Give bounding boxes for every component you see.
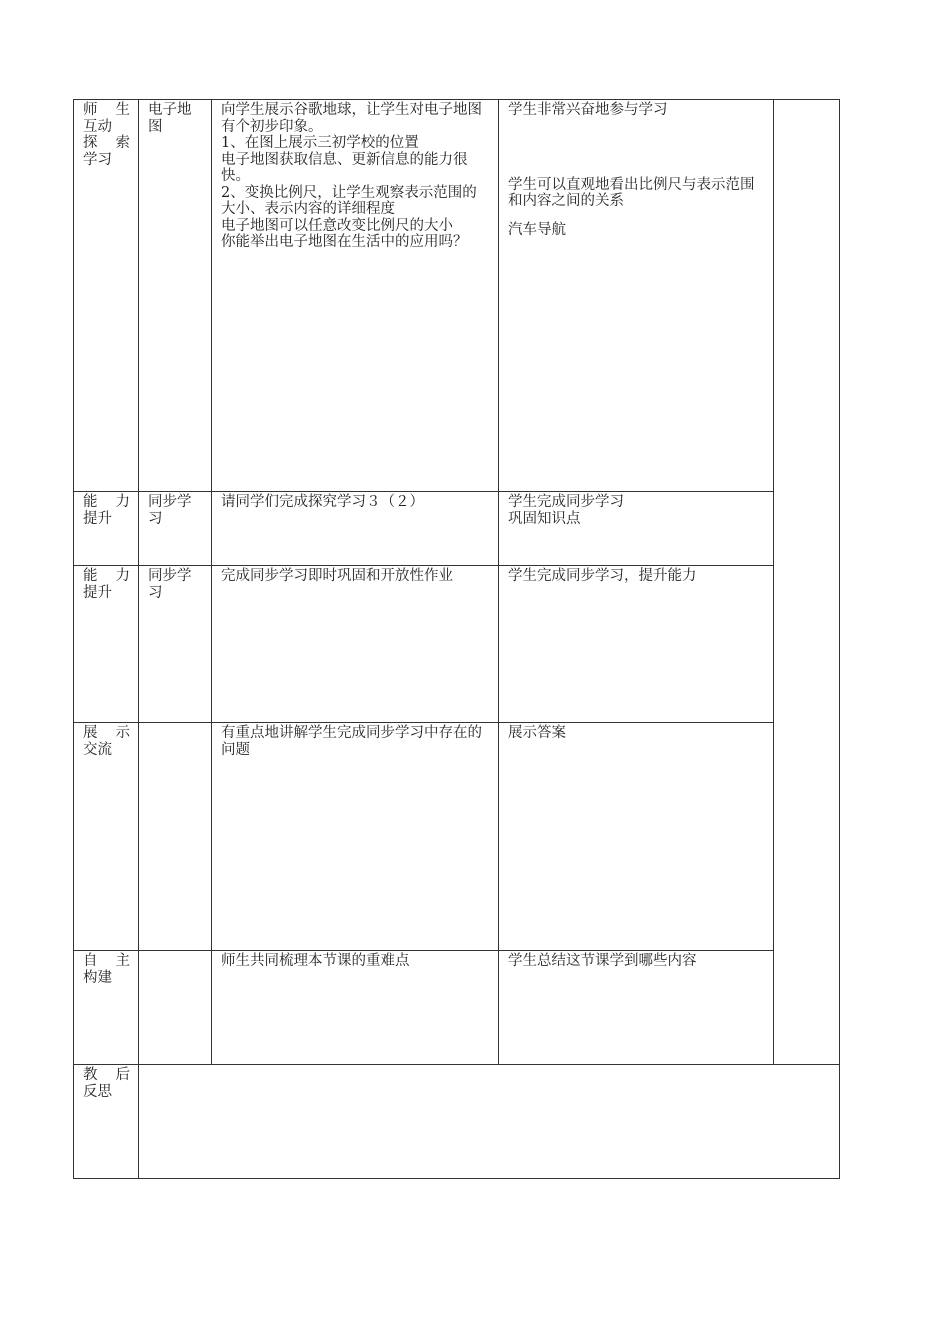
stage-cell: [74, 1065, 139, 1179]
student-text: 学生完成同步学习: [508, 494, 624, 510]
stage-line: 反思: [83, 1083, 112, 1100]
stage-line: 提升: [83, 510, 112, 527]
student-activity-cell: 学生总结这节课学到哪些内容: [499, 951, 774, 1065]
method-cell: 电子地图: [139, 100, 212, 492]
teacher-text: 你能举出电子地图在生活中的应用吗？: [221, 234, 468, 250]
method-cell: [139, 723, 212, 951]
method-cell: 同步学习: [139, 492, 212, 566]
stage-line: 提升: [83, 584, 112, 601]
table-row: [74, 1065, 840, 1179]
teacher-text: 2、变换比例尺，让学生观察表示范围的大小、表示内容的详细程度: [221, 184, 477, 217]
stage-line: 能 力: [83, 494, 130, 510]
student-text: 汽车导航: [508, 221, 566, 238]
stage-line: 教 后: [83, 1067, 130, 1083]
student-activity-cell: [499, 492, 774, 566]
reflection-cell: [139, 1065, 840, 1179]
student-activity-cell: 展示答案: [499, 723, 774, 951]
teacher-activity-cell: 完成同步学习即时巩固和开放性作业: [212, 566, 499, 723]
table-row: [74, 951, 840, 1065]
teacher-text: 电子地图获取信息、更新信息的能力很快。: [221, 151, 468, 184]
stage-cell: [74, 951, 139, 1065]
teacher-activity-cell: 师生共同梳理本节课的重难点: [212, 951, 499, 1065]
lesson-plan-table: [73, 99, 840, 1179]
notes-cell: [774, 100, 840, 1065]
stage-line: 能 力: [83, 568, 130, 584]
stage-cell: [74, 566, 139, 723]
student-activity-cell: [499, 100, 774, 492]
stage-line: 师 生: [83, 102, 130, 118]
teacher-text: 电子地图可以任意改变比例尺的大小: [221, 217, 453, 234]
stage-line: 自 主: [83, 953, 130, 969]
student-text: 学生可以直观地看出比例尺与表示范围和内容之间的关系: [508, 176, 755, 209]
method-cell: 同步学习: [139, 566, 212, 723]
stage-line: 互动: [83, 118, 112, 135]
teacher-activity-cell: [212, 100, 499, 492]
stage-line: 构建: [83, 969, 112, 986]
stage-line: 展 示: [83, 725, 130, 741]
student-text: 巩固知识点: [508, 510, 581, 527]
stage-line: 探 索: [83, 135, 130, 151]
stage-line: 学习: [83, 151, 112, 168]
stage-line: 交流: [83, 741, 112, 758]
stage-cell: [74, 723, 139, 951]
stage-cell: [74, 492, 139, 566]
teacher-text: 向学生展示谷歌地球，让学生对电子地图有个初步印象。: [221, 102, 482, 135]
table-row: [74, 492, 840, 566]
teacher-text: 1、在图上展示三初学校的位置: [221, 135, 419, 151]
table-row: [74, 723, 840, 951]
student-text: 学生非常兴奋地参与学习: [508, 102, 668, 118]
method-cell: [139, 951, 212, 1065]
table-row: [74, 100, 840, 492]
stage-cell: [74, 100, 139, 492]
teacher-activity-cell: 请同学们完成探究学习３（２）: [212, 492, 499, 566]
table-row: [74, 566, 840, 723]
teacher-activity-cell: 有重点地讲解学生完成同步学习中存在的问题: [212, 723, 499, 951]
student-activity-cell: 学生完成同步学习，提升能力: [499, 566, 774, 723]
